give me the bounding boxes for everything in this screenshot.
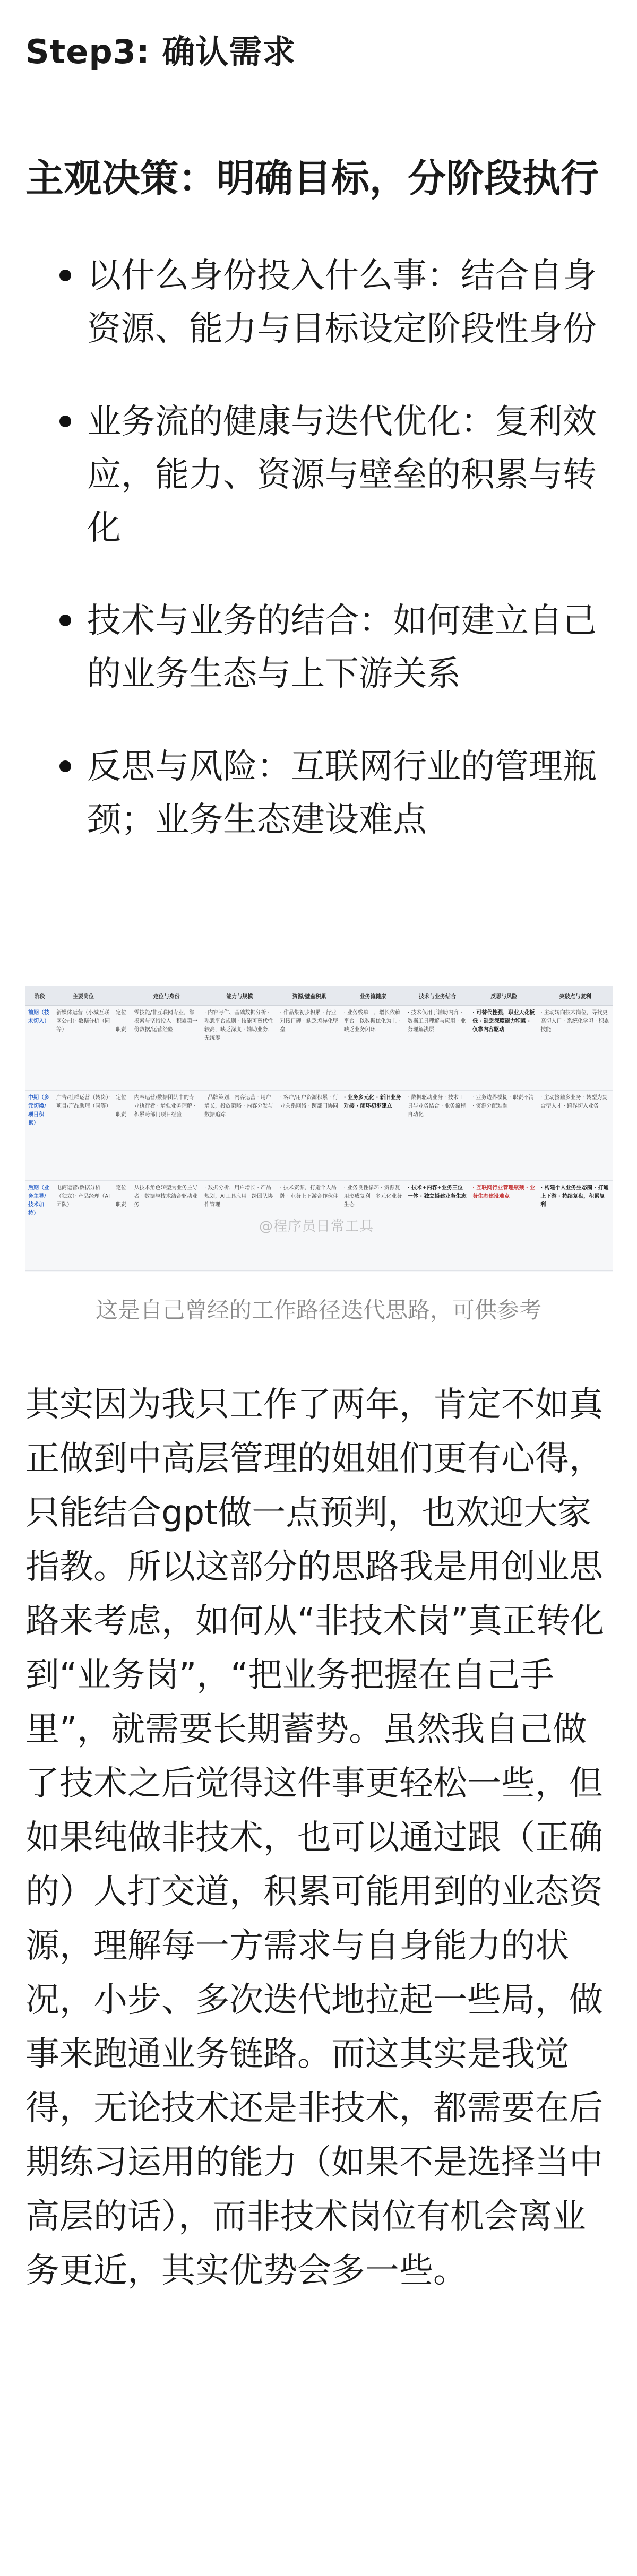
bullet-dot-icon xyxy=(59,615,71,626)
bullet-item xyxy=(25,594,615,701)
table-header: 主要岗位 xyxy=(54,986,113,1006)
watermark: @程序员日常工具 xyxy=(259,1218,374,1234)
table-header: 突破点与复利 xyxy=(538,986,613,1006)
table-cell: · 品牌策划，内容运营 · 用户增长，投放策略 · 内容分发与数据追踪 xyxy=(202,1091,278,1181)
bullet-item xyxy=(25,249,615,356)
bullet-text: 以什么身份投入什么事：结合自身资源、能力与目标设定阶段性身份 xyxy=(87,256,597,349)
table-cell: 从技术角色转型为业务主导者 · 数据与技术结合驱动业务 xyxy=(132,1181,202,1271)
table-cell: · 构建个人业务生态圈 · 打通上下游 · 持续复盘，积累复利 xyxy=(538,1181,613,1271)
bullet-text: 业务流的健康与迭代优化：复利效应，能力、资源与壁垒的积累与转化 xyxy=(87,402,597,548)
bullet-item xyxy=(25,395,615,555)
bullet-item xyxy=(25,740,615,846)
table-cell: · 作品集初步积累 · 行业对接口碑 · 缺乏差异化壁垒 xyxy=(278,1006,341,1091)
table-header: 业务流健康 xyxy=(341,986,405,1006)
table-cell: · 业务多元化 · 新旧业务对接 · 闭环初步建立 xyxy=(341,1091,405,1181)
table-cell-sub xyxy=(113,1181,132,1271)
table-cell: · 可替代性强，职业天花板低 · 缺乏深度能力积累 · 仅靠内容驱动 xyxy=(470,1006,538,1091)
section-title: 主观决策：明确目标，分阶段执行 xyxy=(25,156,599,201)
table-cell: · 技术+内容+业务三位一体 · 独立搭建业务生态 xyxy=(405,1181,470,1271)
sub-label: 定位 xyxy=(115,1095,126,1101)
table-cell: · 主动接触多业务 · 转型为复合型人才 · 跨界切入业务 xyxy=(538,1091,613,1181)
table-header: 定位与身份 xyxy=(132,986,202,1006)
table-cell-role: 新媒体运营（小城互联网公司）· 数据分析（同等） xyxy=(54,1006,113,1091)
bullet-dot-icon xyxy=(59,416,71,427)
table-cell-sub xyxy=(113,1091,132,1181)
table-cell: · 业务良性循环 · 资源复用形成复利 · 多元化业务生态 xyxy=(341,1181,405,1271)
table-cell-sub xyxy=(113,1006,132,1091)
sub-label: 职责 xyxy=(115,1202,126,1208)
bullet-dot-icon xyxy=(59,760,71,772)
table-header: 资源/壁垒积累 xyxy=(278,986,341,1006)
table-cell-stage: 中期（多元切换/项目积累） xyxy=(25,1091,54,1181)
table-header xyxy=(113,986,132,1006)
bullet-text: 反思与风险：互联网行业的管理瓶颈；业务生态建设难点 xyxy=(87,747,597,840)
bullet-text: 技术与业务的结合：如何建立自己的业务生态与上下游关系 xyxy=(87,601,597,694)
table-cell: · 技术资源，打造个人品牌 · 业务上下游合作伙伴 xyxy=(278,1181,341,1271)
step-title: Step3: 确认需求 xyxy=(25,32,296,71)
table-header-row xyxy=(25,986,613,1006)
table-cell-role: 电商运营/数据分析（独立）· 产品经理（AI团队） xyxy=(54,1181,113,1271)
table-row xyxy=(25,1006,613,1091)
body-paragraph: 其实因为我只工作了两年，肯定不如真正做到中高层管理的姐姐们更有心得，只能结合gpt做一点预判，也欢迎大家指教。所以这部分的思路我是用创业思路来考虑，如何从“非技术岗”真正转化到“业务岗”，“把业务把握在自己手里”，就需要长期蓄势。虽然我自己做了技术之后觉得这件事更轻松一些，但如果纯做非技术，也可以通过跟（正确的）人打交道，积累可能用到的业态资源，理解每一方需求与自身能力的状况，小步、多次迭代地拉起一些局，做事来跑通业务链路。而这其实是我觉得，无论技术还是非技术，都需要在后期练习运用的能力（如果不是选择当中高层的话），而非技术岗位有机会离业务更近，其实优势会多一些。 xyxy=(25,1385,605,2290)
table-cell-role: 广告/社群运营（转岗）· 项目/产品助理（同等） xyxy=(54,1091,113,1181)
table-cell: · 技术仅用于辅助内容 · 数据工具理解与应用 · 业务理解浅层 xyxy=(405,1006,470,1091)
table-cell: · 内容写作、基础数据分析 · 熟悉平台规则 · 技能可替代性较高，缺乏深度 · 辅助业务，无统筹 xyxy=(202,1006,278,1091)
sub-label: 职责 xyxy=(115,1027,126,1033)
sub-label: 职责 xyxy=(115,1112,126,1118)
bullet-list xyxy=(25,249,615,886)
table-cell: · 客户/用户资源积累 · 行业关系网络 · 跨部门协同 xyxy=(278,1091,341,1181)
bullet-dot-icon xyxy=(59,270,71,281)
table-cell: · 数据驱动业务 · 技术工具与业务结合 · 业务流程自动化 xyxy=(405,1091,470,1181)
career-path-table-image xyxy=(25,986,613,1272)
table-header: 反思与风险 xyxy=(470,986,538,1006)
table-header: 阶段 xyxy=(25,986,54,1006)
table-cell: · 主动转向技术岗位，寻找更高切入口 · 系统化学习 · 积累技能 xyxy=(538,1006,613,1091)
table-cell: · 互联网行业管理瓶颈 · 业务生态建设难点 xyxy=(470,1181,538,1271)
table-cell-stage: 前期（技术切入） xyxy=(25,1006,54,1091)
table-header: 技术与业务结合 xyxy=(405,986,470,1006)
table-row xyxy=(25,1091,613,1181)
table-cell: 零技能/非互联网专业，靠摸索与坚持投入 · 积累第一份数据/运营经验 xyxy=(132,1006,202,1091)
table-header: 能力与规模 xyxy=(202,986,278,1006)
image-caption: 这是自己曾经的工作路径迭代思路，可供参考 xyxy=(95,1297,541,1323)
table-cell: · 业务边界模糊 · 职责不清 · 资源分配难题 xyxy=(470,1091,538,1181)
sub-label: 定位 xyxy=(115,1185,126,1191)
table-cell-stage: 后期（业务主导/技术加持） xyxy=(25,1181,54,1271)
table-cell: · 业务线单一，增长依赖平台 · 以数据优化为主 · 缺乏业务闭环 xyxy=(341,1006,405,1091)
sub-label: 定位 xyxy=(115,1010,126,1016)
table-cell: · 数据分析，用户增长 · 产品规划，AI工具应用 · 跨团队协作管理 xyxy=(202,1181,278,1271)
table-cell: 内容运营/数据团队中的专业执行者 · 增强业务理解 · 积累跨部门项目经验 xyxy=(132,1091,202,1181)
